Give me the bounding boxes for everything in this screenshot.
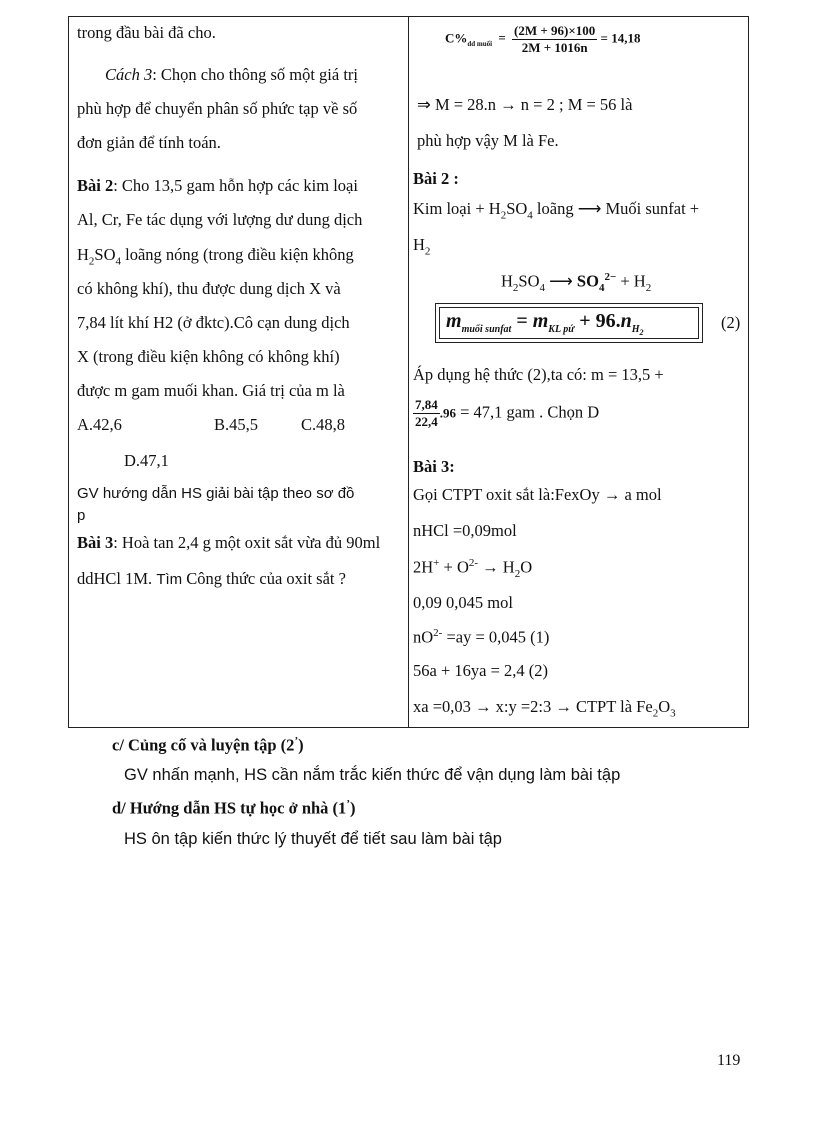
chem-sub: 2 — [514, 567, 521, 580]
key-formula-box — [435, 303, 703, 343]
right-exercise-2-label: Bài 2 : — [413, 169, 459, 188]
chem-sub: 2 — [424, 245, 431, 258]
chem-h: H — [77, 245, 89, 264]
method-3-text: : Chọn cho thông số một giá trị — [152, 65, 359, 84]
formula-m: m — [532, 310, 549, 332]
paren-close: ) — [298, 735, 304, 755]
option-a: A.42,6 — [77, 415, 122, 434]
exercise-2-line-1 — [77, 176, 358, 196]
section-d-title-text: d/ Hướng dẫn HS tự học ở nhà (1 — [112, 798, 347, 818]
exercise-3-text: : Hoà tan 2,4 g một oxit sắt vừa đủ 90ml — [113, 533, 381, 552]
reaction-text: loãng ⟶ Muối sunfat + — [532, 199, 700, 218]
exercise-3-label: Bài 3 — [77, 533, 114, 552]
exercise-2-line-3 — [77, 245, 354, 267]
oxide-ion: nO — [413, 627, 434, 647]
reaction-text: + H — [616, 271, 646, 291]
left-line-4: đơn giản để tính toán. — [77, 133, 221, 152]
ex3-line-7 — [413, 697, 676, 719]
chem-sub: 2 — [652, 707, 659, 720]
exercise-2-line-5: 7,84 lít khí H2 (ở đktc).Cô cạn dung dịch — [77, 313, 350, 332]
formula-sub — [632, 324, 644, 335]
paren-close: ) — [349, 798, 356, 818]
method-3-line — [105, 65, 358, 85]
water-h: → H — [478, 557, 515, 577]
page-number: 119 — [717, 1052, 741, 1069]
formula-n: n — [620, 310, 632, 332]
chem-so: SO — [94, 245, 116, 264]
teacher-guide-line-1: GV hướng dẫn HS giải bài tập theo sơ đồ — [77, 485, 355, 502]
apply-multiplier: .96 — [439, 405, 456, 421]
column-divider — [408, 17, 409, 727]
section-c-text: GV nhấn mạnh, HS cần nắm trắc kiến thức để vận dụng làm bài tập — [124, 766, 621, 784]
exercise-2-line-7: được m gam muối khan. Giá trị của m là — [77, 381, 345, 400]
chem-sub: 3 — [670, 707, 676, 720]
chem-h: H — [501, 271, 513, 291]
charge-sup: 2- — [468, 557, 479, 569]
exercise-3-line-1 — [77, 533, 380, 553]
reaction-text: SO — [506, 199, 528, 218]
chem-sub: 2 — [645, 281, 652, 294]
formula-denominator: 2M + 1016n — [521, 40, 588, 55]
left-line-3: phù hợp để chuyển phân số phức tạp về số — [77, 99, 358, 118]
concentration-formula: $C\%_{dd muối}$ = $\frac{(2M + 96)\times 100}{2M + 1016n}$ = 14,18 — [445, 23, 641, 55]
formula-sub-h: H — [631, 324, 640, 335]
conclusion-o: O — [658, 697, 671, 716]
chem-sub: 4 — [598, 281, 605, 294]
chem-sub: 4 — [539, 281, 546, 294]
implies-line-1: ⇒ M = 28.n → n = 2 ; M = 56 là — [417, 95, 633, 114]
prime-mark: ’ — [294, 735, 299, 747]
ex3-line-6: 56a + 16ya = 2,4 (2) — [413, 661, 548, 680]
ex3-line-3 — [413, 557, 532, 580]
section-c-title — [112, 735, 304, 756]
formula-eq: = — [511, 310, 533, 332]
ion-equation — [501, 271, 651, 294]
left-line-1: trong đầu bài đã cho. — [77, 23, 216, 42]
section-d-title — [112, 798, 355, 819]
chem-sub: 2 — [500, 209, 507, 222]
chem-sub: 2 — [512, 281, 519, 294]
water-o: O — [520, 557, 533, 577]
exercise-2-line-2: Al, Cr, Fe tác dụng với lượng dư dung dịch — [77, 210, 363, 229]
formula-numerator: (2M + 96)×100 — [514, 23, 596, 38]
ex3-line-1: Gọi CTPT oxit sắt là:FexOy → a mol — [413, 485, 662, 504]
exercise-3-text-a: ddHCl 1M. — [77, 569, 157, 588]
charge-sup: 2− — [604, 271, 617, 283]
prime-mark: ’ — [346, 798, 350, 810]
option-b: B.45,5 — [214, 415, 259, 434]
exercise-2-label: Bài 2 — [77, 176, 114, 195]
right-exercise-3-label: Bài 3: — [413, 457, 455, 476]
method-3-label: Cách 3 — [105, 65, 153, 84]
option-d: D.47,1 — [124, 451, 169, 470]
chem-h: H — [413, 235, 425, 254]
key-formula — [446, 310, 644, 337]
formula-lhs-sub: dd muối — [467, 40, 493, 49]
fraction-num: 7,84 — [415, 397, 438, 412]
ex3-line-4: 0,09 0,045 mol — [413, 593, 513, 612]
exercise-2-line-6: X (trong điều kiện không có không khí) — [77, 347, 340, 366]
chem-text: loãng nóng (trong điều kiện không — [121, 245, 354, 264]
implies-line-2: phù hợp vậy M là Fe. — [417, 131, 559, 150]
charge-sup: 2- — [433, 627, 443, 639]
ion-o: + O — [439, 557, 469, 577]
apply-fraction — [413, 397, 440, 430]
formula-plus: + 96. — [574, 310, 621, 332]
formula-sub-2: 2 — [639, 328, 644, 337]
teacher-guide-line-2: p — [77, 507, 86, 524]
section-d-text: HS ôn tập kiến thức lý thuyết để tiết sau làm bài tập — [124, 830, 502, 848]
formula-lhs: C% — [445, 30, 468, 46]
exercise-3-line-2 — [77, 569, 346, 589]
formula-result: = 14,18 — [600, 30, 641, 46]
chem-sub: 4 — [527, 209, 533, 222]
charge-sup: + — [433, 557, 440, 569]
apply-line-1: Áp dụng hệ thức (2),ta có: m = 13,5 + — [413, 365, 664, 384]
conclusion-text: xa =0,03 → x:y =2:3 → CTPT là Fe — [413, 697, 653, 716]
formula-sub: KL pứ — [548, 324, 575, 335]
apply-result: = 47,1 gam . Chọn D — [456, 402, 600, 422]
option-c: C.48,8 — [301, 415, 346, 434]
exercise-2-text: : Cho 13,5 gam hỗn hợp các kim loại — [113, 176, 358, 195]
exercise-2-line-4: có không khí), thu được dung dịch X và — [77, 279, 341, 298]
chem-sub: 2 — [88, 255, 95, 268]
sulfate-ion: SO — [576, 271, 599, 291]
chem-sub: 4 — [115, 255, 122, 268]
reaction-text: Kim loại + H — [413, 199, 501, 218]
section-c-title-text: c/ Củng cố và luyện tập (2 — [112, 735, 295, 755]
formula-sub: muối sunfat — [461, 324, 512, 335]
exercise-3-tim: Tìm — [156, 571, 183, 588]
ex3-line-2: nHCl =0,09mol — [413, 521, 517, 540]
reaction-line-1 — [413, 199, 699, 221]
chem-so: SO — [518, 271, 540, 291]
formula-m: m — [446, 310, 462, 332]
formula-fraction — [512, 23, 597, 56]
formula-number: (2) — [721, 313, 741, 332]
content-table — [68, 16, 749, 728]
reaction-line-2 — [413, 235, 430, 257]
ex3-line-5 — [413, 627, 549, 648]
equation-1: =ay = 0,045 (1) — [442, 627, 550, 647]
arrow: ⟶ — [545, 271, 577, 291]
fraction-den: 22,4 — [415, 414, 438, 429]
apply-line-2 — [413, 397, 599, 430]
exercise-3-text-b: Công thức của oxit sắt ? — [182, 569, 346, 588]
ion-h: 2H — [413, 557, 434, 577]
